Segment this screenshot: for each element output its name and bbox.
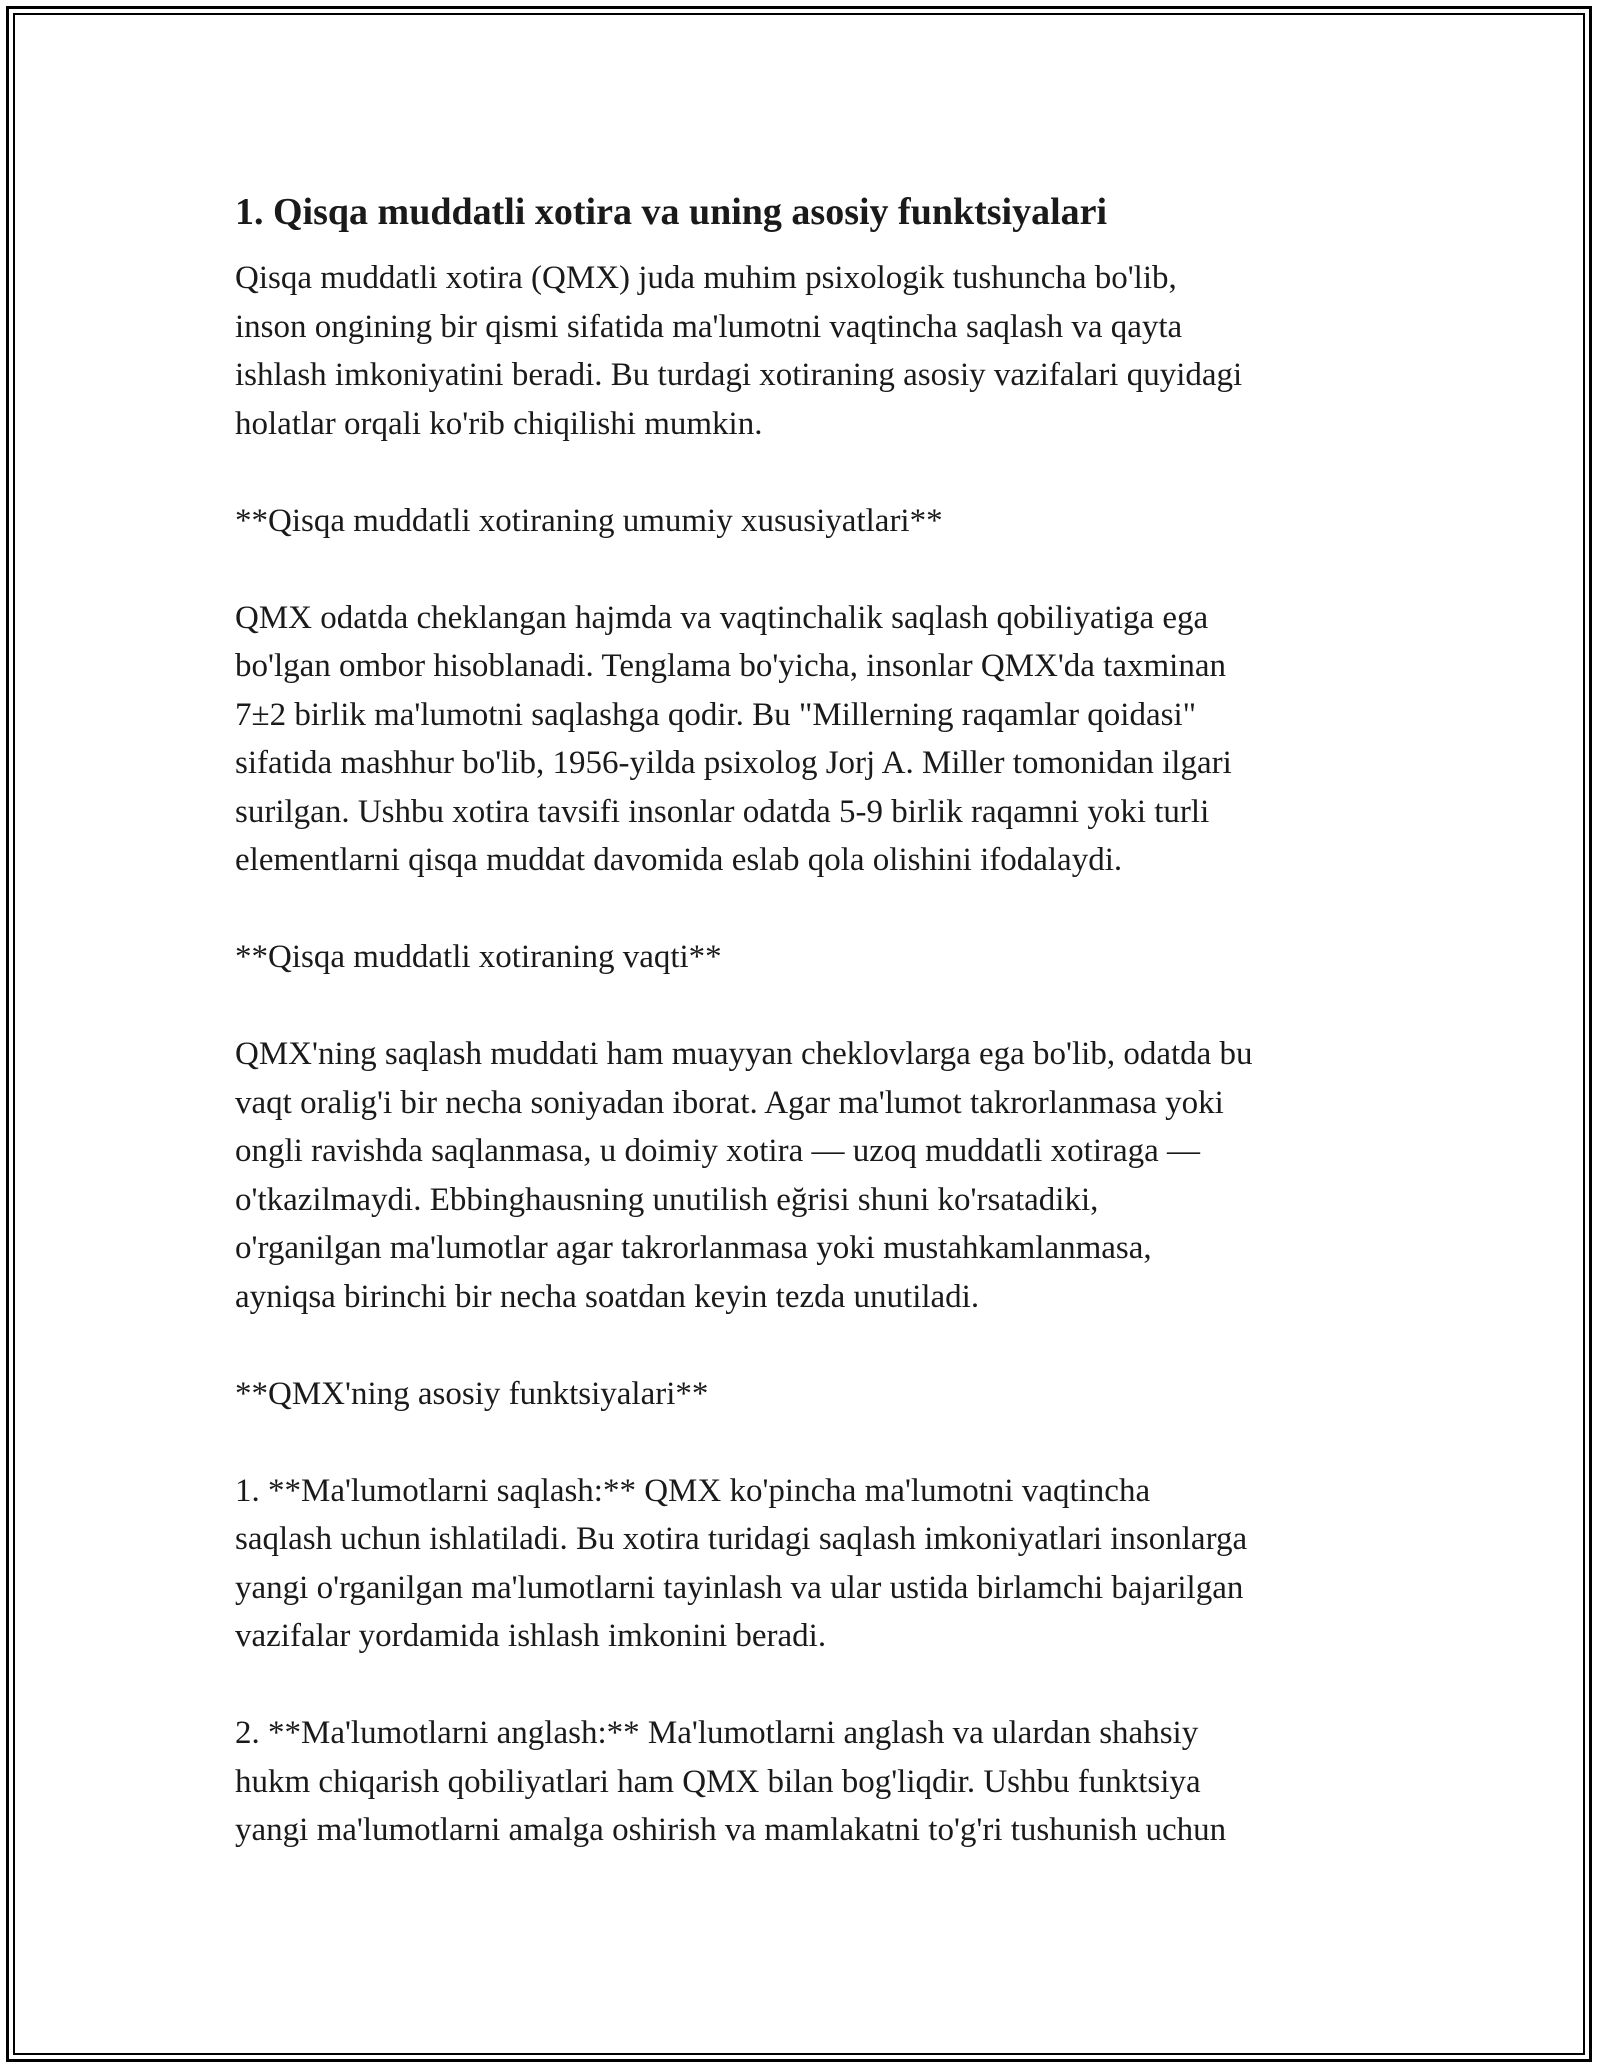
paragraph: [235, 933, 1380, 982]
paragraph-line: vaqt oralig'i bir necha soniyadan iborat. Agar ma'lumot takrorlanmasa yoki: [235, 1084, 1224, 1121]
paragraph-line: ayniqsa birinchi bir necha soatdan keyin tezda unutiladi.: [235, 1278, 980, 1315]
paragraph-line: vazifalar yordamida ishlash imkonini beradi.: [235, 1618, 827, 1654]
document-body: [235, 186, 1380, 1903]
paragraphs-container: [235, 254, 1380, 1855]
paragraph-line: QMX odatda cheklangan hajmda va vaqtinchalik saqlash qobiliyatiga ega: [235, 599, 1209, 636]
paragraph: [235, 1030, 1380, 1321]
paragraph-line: yangi ma'lumotlarni amalga oshirish va mamlakatni to'g'ri tushunish uchun: [235, 1812, 1227, 1848]
paragraph: [235, 594, 1380, 885]
paragraph-line: saqlash uchun ishlatiladi. Bu xotira turidagi saqlash imkoniyatlari insonlarga: [235, 1521, 1248, 1557]
paragraph-line: o'tkazilmaydi. Ebbinghausning unutilish eğrisi shuni ko'rsatadiki,: [235, 1181, 1099, 1218]
paragraph-line: surilgan. Ushbu xotira tavsifi insonlar odatda 5-9 birlik raqamni yoki turli: [235, 793, 1210, 830]
paragraph-line: Qisqa muddatli xotira (QMX) juda muhim psixologik tushuncha bo'lib,: [235, 260, 1177, 296]
paragraph-line: 2. **Ma'lumotlarni anglash:** Ma'lumotlarni anglash va ulardan shahsiy: [235, 1715, 1199, 1751]
paragraph-line: QMX'ning saqlash muddati ham muayyan cheklovlarga ega bo'lib, odatda bu: [235, 1036, 1253, 1072]
paragraph-line: sifatida mashhur bo'lib, 1956-yilda psixolog Jorj A. Miller tomonidan ilgari: [235, 745, 1232, 781]
paragraph-line: o'rganilgan ma'lumotlar agar takrorlanmasa yoki mustahkamlanmasa,: [235, 1230, 1152, 1266]
paragraph-line: ongli ravishda saqlanmasa, u doimiy xotira — uzoq muddatli xotiraga —: [235, 1133, 1201, 1169]
paragraph-line: 1. **Ma'lumotlarni saqlash:** QMX ko'pincha ma'lumotni vaqtincha: [235, 1472, 1151, 1509]
document-title: 1. Qisqa muddatli xotira va uning asosiy funktsiyalari: [235, 191, 1108, 233]
paragraph: [235, 497, 1380, 546]
paragraph-line: **QMX'ning asosiy funktsiyalari**: [235, 1375, 709, 1412]
paragraph-line: inson ongining bir qismi sifatida ma'lumotni vaqtincha saqlash va qayta: [235, 308, 1183, 345]
paragraph-line: **Qisqa muddatli xotiraning umumiy xususiyatlari**: [235, 502, 943, 539]
paragraph-line: holatlar orqali ko'rib chiqilishi mumkin.: [235, 405, 763, 442]
paragraph-line: ishlash imkoniyatini beradi. Bu turdagi xotiraning asosiy vazifalari quyidagi: [235, 357, 1243, 393]
paragraph-line: **Qisqa muddatli xotiraning vaqti**: [235, 939, 722, 975]
paragraph-line: hukm chiqarish qobiliyatlari ham QMX bilan bog'liqdir. Ushbu funktsiya: [235, 1763, 1201, 1800]
paragraph: [235, 1370, 1380, 1419]
paragraph: [235, 1709, 1380, 1855]
paragraph-line: yangi o'rganilgan ma'lumotlarni tayinlash va ular ustida birlamchi bajarilgan: [235, 1569, 1244, 1606]
paragraph: [235, 254, 1380, 448]
paragraph-line: 7±2 birlik ma'lumotni saqlashga qodir. Bu "Millerning raqamlar qoidasi": [235, 696, 1197, 733]
paragraph: [235, 1467, 1380, 1661]
paragraph-line: bo'lgan ombor hisoblanadi. Tenglama bo'yicha, insonlar QMX'da taxminan: [235, 648, 1226, 684]
paragraph-line: elementlarni qisqa muddat davomida eslab qola olishini ifodalaydi.: [235, 842, 1123, 878]
